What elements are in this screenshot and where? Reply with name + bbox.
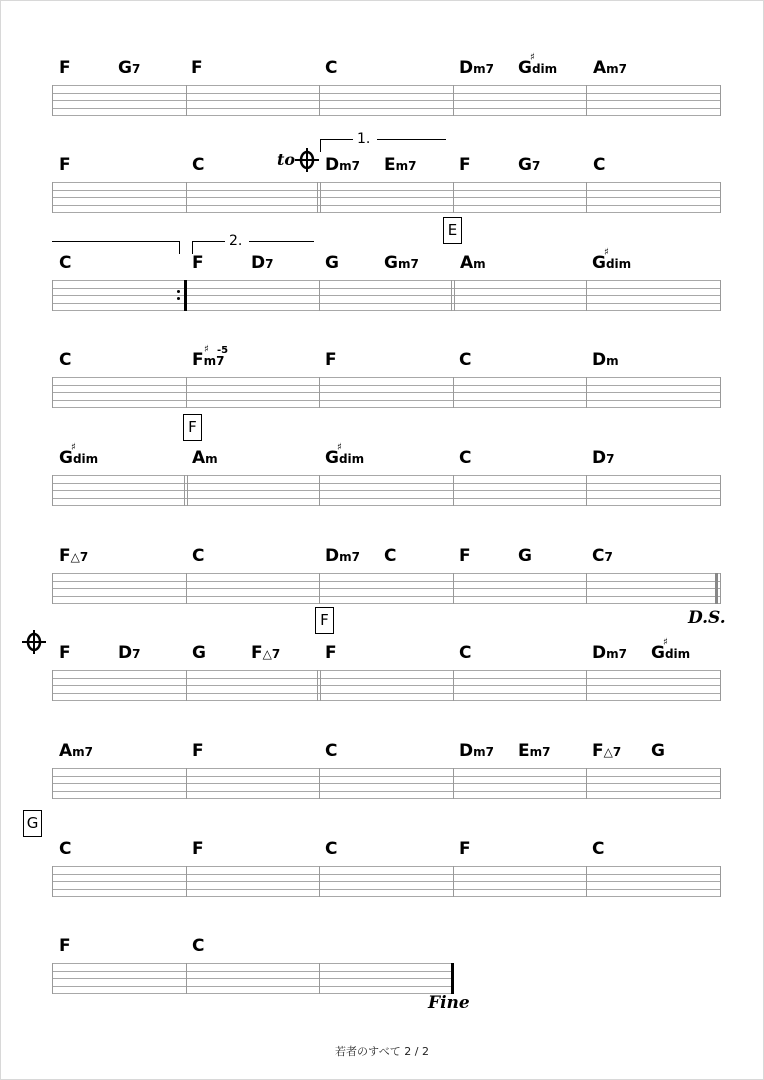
chord-symbol: [59, 645, 71, 662]
staff-line: [53, 670, 720, 671]
chord-quality: dim: [72, 452, 99, 466]
chord-quality: m7: [529, 745, 551, 759]
chord-symbol: [192, 255, 204, 272]
chord-symbol: [192, 938, 204, 955]
staff-line: [53, 881, 720, 882]
chord-root: C: [59, 839, 72, 859]
staff-line: [53, 581, 720, 582]
chord-root: C: [459, 448, 472, 468]
chord-symbol: [118, 645, 140, 662]
bar-line: [586, 768, 587, 799]
bar-line: [186, 182, 187, 213]
bar-line: [453, 182, 454, 213]
chord-symbol: [459, 450, 471, 467]
chord-root: C: [59, 253, 72, 273]
chord-root: F: [59, 155, 71, 175]
bar-line: [586, 866, 587, 897]
chord-quality: 7: [132, 647, 141, 661]
chord-quality: m7: [397, 257, 419, 271]
staff-line: [53, 993, 454, 994]
staff-line: [53, 377, 720, 378]
bar-line: [319, 963, 320, 994]
chord-symbol: [592, 548, 613, 565]
chord-root: C: [325, 741, 338, 761]
chord-quality: 7: [265, 257, 274, 271]
staff-system: [52, 670, 719, 701]
staff: [52, 768, 721, 799]
chord-symbol: [592, 352, 619, 369]
chord-extension: -5: [217, 345, 229, 356]
bar-line: [453, 768, 454, 799]
chord-root: D: [592, 350, 607, 370]
chord-symbol: [325, 352, 337, 369]
staff-system: [52, 280, 719, 311]
chord-symbol: [192, 344, 229, 370]
bar-line: [319, 377, 320, 408]
chord-root: F: [459, 546, 471, 566]
staff-line: [53, 573, 720, 574]
staff-line: [53, 889, 720, 890]
chord-symbol: [325, 442, 365, 468]
chord-root: F: [325, 643, 337, 663]
chord-root: C: [384, 546, 397, 566]
rehearsal-mark: F: [183, 414, 202, 441]
staff-line: [53, 303, 720, 304]
chord-symbol: [59, 157, 71, 174]
staff-line: [53, 108, 720, 109]
bar-line: [586, 85, 587, 116]
staff: [52, 670, 721, 701]
chord-symbol: [459, 352, 471, 369]
staff-line: [53, 768, 720, 769]
staff-line: [53, 700, 720, 701]
chord-symbol: [192, 743, 204, 760]
chord-symbol: [59, 841, 71, 858]
chord-symbol: [59, 938, 71, 955]
chord-symbol: [384, 157, 416, 174]
chord-root: F: [459, 155, 471, 175]
chord-symbol: [192, 841, 204, 858]
chord-quality: 7: [604, 550, 613, 564]
volta-bracket: [52, 241, 180, 254]
staff-line: [53, 693, 720, 694]
staff-system: [52, 573, 719, 604]
chord-quality: dim: [531, 62, 558, 76]
chord-root: F: [325, 350, 337, 370]
staff: [52, 85, 721, 116]
chord-root: D: [592, 643, 607, 663]
bar-line: [319, 866, 320, 897]
chord-symbol: [592, 247, 632, 273]
bar-line: [453, 573, 454, 604]
chord-symbol: [518, 743, 550, 760]
double-bar-line: [451, 280, 455, 311]
bar-line: [453, 377, 454, 408]
volta-bracket: [320, 139, 353, 152]
bar-line: [186, 866, 187, 897]
chord-root: D: [118, 643, 133, 663]
staff-system: [52, 963, 455, 994]
chord-symbol: [251, 255, 273, 272]
chord-root: D: [325, 546, 340, 566]
bar-line: [319, 768, 320, 799]
chord-symbol: [192, 157, 204, 174]
staff-line: [53, 295, 720, 296]
chord-symbol: [191, 60, 203, 77]
staff-line: [53, 588, 720, 589]
chord-root: C: [459, 350, 472, 370]
chord-symbol: [592, 743, 621, 760]
chord-symbol: [593, 157, 605, 174]
staff: [52, 377, 721, 408]
chord-root: G: [192, 643, 206, 663]
bar-line: [319, 280, 320, 311]
rehearsal-mark: F: [315, 607, 334, 634]
staff-line: [53, 505, 720, 506]
staff-line: [53, 776, 720, 777]
bar-line: [586, 573, 587, 604]
fine-marking: Fine: [428, 993, 470, 1013]
chord-root: F: [59, 936, 71, 956]
chord-symbol: [325, 743, 337, 760]
chord-symbol: [459, 60, 494, 77]
staff-line: [53, 400, 720, 401]
chord-symbol: [59, 255, 71, 272]
chord-symbol: [593, 60, 627, 77]
staff-system: [52, 475, 719, 506]
double-bar-line: [317, 182, 321, 213]
chord-root: F: [192, 253, 204, 273]
chord-root: G: [592, 253, 606, 273]
staff: [52, 475, 721, 506]
staff-line: [53, 978, 454, 979]
chord-root: G: [518, 58, 532, 78]
chord-root: A: [460, 253, 474, 273]
chord-symbol: [592, 450, 614, 467]
staff-line: [53, 197, 720, 198]
staff-line: [53, 280, 720, 281]
bar-line: [186, 963, 187, 994]
staff-line: [53, 115, 720, 116]
chord-root: G: [325, 253, 339, 273]
sharp-accidental: ♯: [71, 442, 76, 453]
chord-symbol: [59, 60, 71, 77]
bar-line: [186, 85, 187, 116]
chord-root: C: [592, 839, 605, 859]
chord-symbol: [192, 645, 206, 662]
chord-root: F: [191, 58, 203, 78]
chord-root: E: [384, 155, 396, 175]
chord-quality: m7: [473, 745, 494, 759]
chord-symbol: [518, 52, 558, 78]
staff-system: [52, 182, 719, 213]
chord-quality: 7: [131, 62, 141, 76]
staff-line: [53, 603, 720, 604]
repeat-end-bar: [184, 280, 187, 311]
staff: [52, 866, 721, 897]
chord-symbol: [651, 637, 691, 663]
chord-symbol: [325, 60, 337, 77]
rehearsal-mark: E: [443, 217, 462, 244]
page-footer: 若者のすべて 2 / 2: [335, 1045, 429, 1058]
chord-root: F: [59, 643, 71, 663]
staff-line: [53, 874, 720, 875]
chord-symbol: [192, 450, 218, 467]
chord-root: C: [192, 155, 205, 175]
staff-line: [53, 310, 720, 311]
chord-symbol: [59, 743, 93, 760]
staff-line: [53, 212, 720, 213]
chord-root: F: [59, 58, 71, 78]
staff-line: [53, 596, 720, 597]
chord-symbol: [384, 255, 419, 272]
chord-symbol: [518, 548, 532, 565]
chord-root: G: [59, 448, 73, 468]
chord-quality: 7: [531, 159, 541, 173]
staff-line: [53, 182, 720, 183]
bar-line: [186, 670, 187, 701]
bar-line: [453, 85, 454, 116]
chord-root: G: [325, 448, 339, 468]
staff: [52, 573, 721, 604]
staff-line: [53, 498, 720, 499]
chord-symbol: [459, 645, 471, 662]
bar-line: [586, 475, 587, 506]
chord-root: C: [192, 936, 205, 956]
chord-root: G: [518, 155, 532, 175]
staff-line: [53, 791, 720, 792]
chord-symbol: [325, 548, 360, 565]
bar-line: [319, 573, 320, 604]
staff-line: [53, 483, 720, 484]
chord-symbol: [459, 548, 471, 565]
chord-root: G: [651, 643, 665, 663]
chord-root: A: [192, 448, 206, 468]
chord-quality: dim: [664, 647, 691, 661]
staff-line: [53, 392, 720, 393]
double-bar-line: [317, 670, 321, 701]
bar-line: [453, 475, 454, 506]
ds-marking: D.S.: [688, 608, 726, 628]
chord-symbol: [325, 841, 337, 858]
staff-line: [53, 407, 720, 408]
staff-line: [53, 866, 720, 867]
staff-system: [52, 866, 719, 897]
chord-symbol: [192, 548, 204, 565]
chord-symbol: [459, 157, 471, 174]
sharp-accidental: ♯: [530, 52, 535, 63]
chord-quality: 7: [606, 452, 615, 466]
chord-root: F: [192, 741, 204, 761]
sharp-accidental: ♯: [604, 247, 609, 258]
staff-line: [53, 190, 720, 191]
chord-quality: m7: [203, 354, 225, 368]
chord-root: C: [325, 58, 338, 78]
staff: [52, 280, 721, 311]
bar-line: [453, 866, 454, 897]
staff-system: [52, 85, 719, 116]
chord-root: D: [459, 58, 474, 78]
chord-symbol: [651, 743, 665, 760]
chord-symbol: [59, 352, 71, 369]
chord-root: F: [459, 839, 471, 859]
chord-symbol: [518, 157, 540, 174]
volta-number: 1.: [357, 131, 371, 147]
staff-line: [53, 971, 454, 972]
volta-bracket-line: [249, 241, 314, 242]
chord-quality: dim: [605, 257, 632, 271]
chord-symbol: [592, 841, 604, 858]
staff-line: [53, 783, 720, 784]
chord-root: F: [59, 546, 71, 566]
repeat-dot: [177, 297, 180, 300]
chord-root: C: [59, 350, 72, 370]
chord-root: A: [59, 741, 73, 761]
staff: [52, 963, 454, 994]
volta-bracket-line: [377, 139, 446, 140]
chord-symbol: [459, 841, 471, 858]
repeat-dot: [177, 290, 180, 293]
staff-line: [53, 100, 720, 101]
chord-root: C: [459, 643, 472, 663]
chord-symbol: [59, 442, 99, 468]
chord-symbol: [460, 255, 486, 272]
staff-line: [53, 685, 720, 686]
chord-root: C: [325, 839, 338, 859]
chord-root: G: [518, 546, 532, 566]
staff-line: [53, 798, 720, 799]
bar-line: [319, 475, 320, 506]
chord-root: E: [518, 741, 530, 761]
chord-root: F: [251, 643, 263, 663]
rehearsal-mark: G: [23, 810, 42, 837]
chord-symbol: [118, 60, 140, 77]
chord-quality: m: [205, 452, 218, 466]
bar-line: [186, 377, 187, 408]
bar-line: [586, 280, 587, 311]
chord-quality: m7: [473, 62, 494, 76]
staff: [52, 182, 721, 213]
chord-symbol: [325, 645, 337, 662]
sharp-accidental: ♯: [663, 637, 668, 648]
chord-root: F: [192, 839, 204, 859]
staff-line: [53, 678, 720, 679]
chord-symbol: [459, 743, 494, 760]
chord-root: G: [384, 253, 398, 273]
chord-symbol: [325, 255, 339, 272]
chord-symbol: [384, 548, 396, 565]
chord-quality: △7: [262, 647, 281, 661]
chord-quality: m: [606, 354, 619, 368]
volta-bracket: [192, 241, 225, 254]
chord-root: D: [592, 448, 607, 468]
chord-symbol: [592, 645, 627, 662]
chord-root: C: [593, 155, 606, 175]
bar-line: [586, 377, 587, 408]
double-bar-line: [184, 475, 188, 506]
coda-icon: [22, 630, 46, 654]
chord-symbol: [59, 548, 88, 565]
staff-line: [53, 85, 720, 86]
staff-line: [53, 963, 454, 964]
bar-line: [586, 182, 587, 213]
chord-root: G: [651, 741, 665, 761]
bar-line: [586, 670, 587, 701]
chord-symbol: [251, 645, 280, 662]
sharp-accidental: ♯: [204, 344, 209, 355]
staff-line: [53, 205, 720, 206]
chord-quality: △7: [603, 745, 622, 759]
staff-line: [53, 93, 720, 94]
staff-system: [52, 377, 719, 408]
staff-line: [53, 986, 454, 987]
chord-symbol: [325, 157, 360, 174]
chord-quality: m7: [339, 550, 360, 564]
chord-root: D: [459, 741, 474, 761]
bar-line: [453, 670, 454, 701]
final-double-bar: [715, 573, 718, 604]
to-coda-text: to: [277, 150, 296, 169]
staff-line: [53, 385, 720, 386]
chord-quality: m7: [339, 159, 360, 173]
chord-quality: m: [473, 257, 486, 271]
chord-quality: dim: [338, 452, 365, 466]
bar-line: [186, 768, 187, 799]
staff-line: [53, 288, 720, 289]
chord-root: F: [592, 741, 604, 761]
chord-quality: m7: [606, 62, 628, 76]
bar-line: [186, 573, 187, 604]
bar-line: [319, 85, 320, 116]
chord-root: A: [593, 58, 607, 78]
staff-line: [53, 475, 720, 476]
final-bar: [451, 963, 454, 994]
chord-quality: m7: [395, 159, 417, 173]
chord-root: C: [592, 546, 605, 566]
staff-system: [52, 768, 719, 799]
volta-number: 2.: [229, 233, 243, 249]
coda-icon: [295, 148, 319, 172]
chord-quality: m7: [72, 745, 94, 759]
sharp-accidental: ♯: [337, 442, 342, 453]
staff-line: [53, 896, 720, 897]
chord-root: G: [118, 58, 132, 78]
chord-quality: △7: [70, 550, 89, 564]
chord-quality: m7: [606, 647, 627, 661]
chord-root: D: [325, 155, 340, 175]
staff-line: [53, 490, 720, 491]
chord-root: D: [251, 253, 266, 273]
chord-root: C: [192, 546, 205, 566]
chord-root: F: [192, 350, 204, 370]
